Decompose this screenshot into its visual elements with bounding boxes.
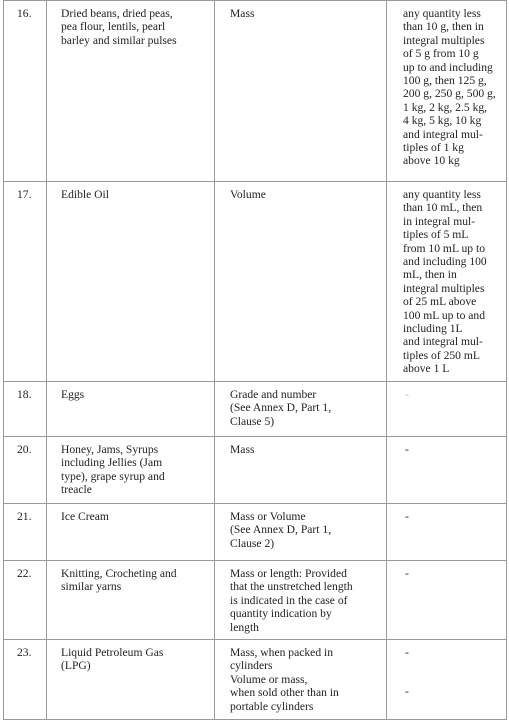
table-row-18 (4, 382, 507, 437)
quantity-note: - (405, 567, 409, 580)
commodity-name: Dried beans, dried peas, pea flour, lentils, pearl barley and similar pulses (61, 7, 177, 47)
unit-cell (215, 561, 387, 640)
quantity-note: - (405, 646, 409, 659)
table-row-17 (4, 182, 507, 382)
table-row-20 (4, 437, 507, 504)
table-row-22 (4, 561, 507, 640)
quantity-note-cell (387, 382, 507, 437)
commodity-cell (47, 561, 215, 640)
commodity-cell (47, 382, 215, 437)
unit-cell (215, 504, 387, 561)
row-number: 23. (4, 640, 47, 720)
unit-text: Mass or Volume (See Annex D, Part 1, Clause 2) (230, 510, 332, 550)
commodity-name: Honey, Jams, Syrups including Jellies (Jam type), grape syrup and treacle (61, 443, 165, 497)
quantity-table (3, 0, 507, 720)
commodity-name: Edible Oil (61, 188, 109, 201)
unit-cell (215, 382, 387, 437)
unit-text: Mass (230, 7, 255, 20)
quantity-note: - (405, 510, 409, 523)
row-number: 18. (4, 382, 47, 437)
quantity-note: - (405, 443, 409, 456)
table-row-16 (4, 1, 507, 182)
row-number: 16. (4, 1, 47, 182)
commodity-name: Liquid Petroleum Gas (LPG) (61, 646, 164, 673)
quantity-note-cell (387, 437, 507, 504)
quantity-note-cell (387, 561, 507, 640)
row-number: 21. (4, 504, 47, 561)
unit-cell (215, 182, 387, 382)
row-number: 22. (4, 561, 47, 640)
table-row-23 (4, 640, 507, 720)
table-row-21 (4, 504, 507, 561)
commodity-name: Knitting, Crocheting and similar yarns (61, 567, 177, 594)
spacer (405, 659, 504, 685)
commodity-cell (47, 504, 215, 561)
commodity-name: Eggs (61, 388, 85, 401)
quantity-note-cell (387, 504, 507, 561)
quantity-note-cell (387, 182, 507, 382)
unit-cell (215, 640, 387, 720)
commodity-cell (47, 640, 215, 720)
unit-cell (215, 437, 387, 504)
quantity-note: any quantity less than 10 g, then in integral multiples of 5 g from 10 g up to and including 100 g, then 125 g, 200 g, 250 g, 500 g, 1 kg, 2 kg, 2.5 kg, 4 kg, 5 kg, 10 kg and integral mul- tiples of 1 kg above 10 kg (403, 7, 496, 168)
commodity-cell (47, 1, 215, 182)
quantity-note-cell (387, 1, 507, 182)
quantity-note-cell (387, 640, 507, 720)
quantity-note: - (405, 388, 409, 401)
unit-text: Grade and number (See Annex D, Part 1, Clause 5) (230, 388, 332, 428)
commodity-cell (47, 437, 215, 504)
unit-text: Mass (230, 443, 255, 456)
unit-cell (215, 1, 387, 182)
quantity-note: any quantity less than 10 mL, then in integral mul- tiples of 5 mL from 10 mL up to and including 100 mL, then in integral multiples of 25 mL above 100 mL up to and including 1L and integral mul- tiples of 250 mL above 1 L (403, 188, 487, 376)
row-number: 17. (4, 182, 47, 382)
unit-text: Mass, when packed in cylinders Volume or mass, when sold other than in portable cylinders (230, 646, 339, 713)
unit-text: Mass or length: Provided that the unstretched length is indicated in the case of quantity indication by length (230, 567, 353, 634)
quantity-note-second: - (405, 685, 409, 699)
unit-text: Volume (230, 188, 266, 201)
commodity-cell (47, 182, 215, 382)
commodity-name: Ice Cream (61, 510, 109, 523)
row-number: 20. (4, 437, 47, 504)
